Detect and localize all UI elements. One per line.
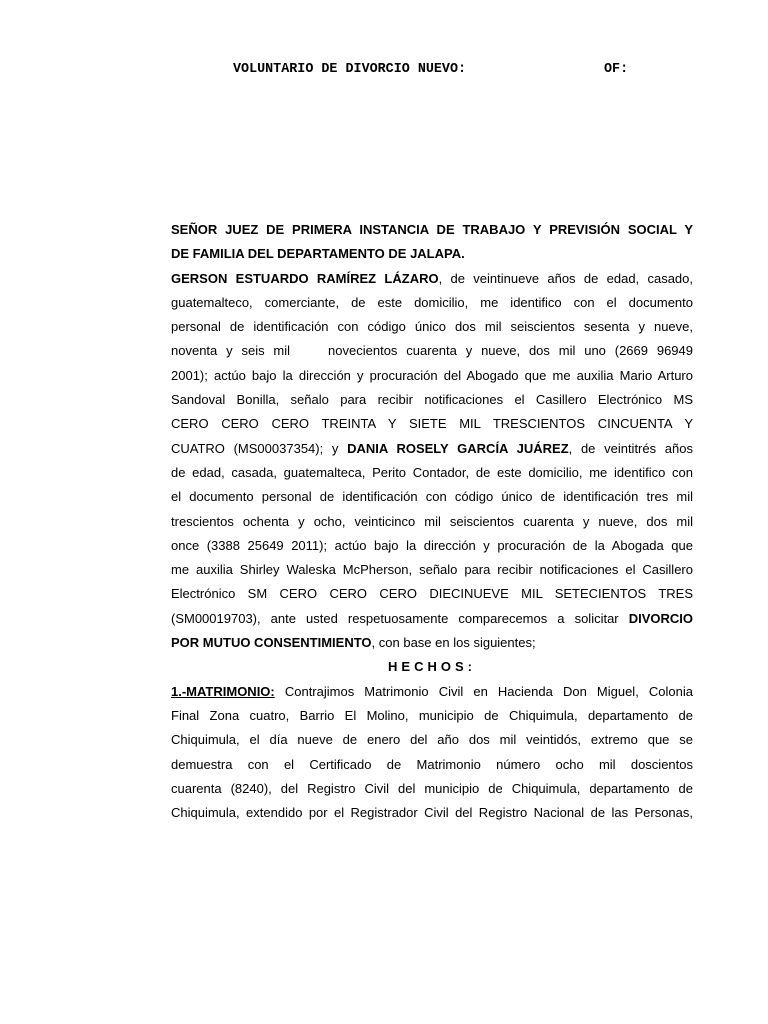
text-span: noventa y seis mil [171,343,291,359]
petition-line: guatemalteco, comerciante, de este domicilio, me identifico con el documento [171,294,693,310]
text-span: , de veintitrés años [568,440,693,456]
petition-line: personal de identificación con código único dos mil seiscientos sesenta y nueve, [171,319,693,335]
petitioner-name: GERSON ESTUARDO RAMÍREZ LÁZARO [171,270,439,286]
petition-line: CERO CERO CERO TREINTA Y SIETE MIL TRESCIENTOS CINCUENTA Y [171,416,693,432]
petition-line: trescientos ochenta y ocho, veinticinco mil seiscientos cuarenta y nueve, dos mil [171,513,693,529]
petition-line: Sandoval Bonilla, señalo para recibir notificaciones el Casillero Electrónico MS [171,392,693,408]
text-span: , con base en los siguientes; [371,635,536,651]
fact-line: cuarenta (8240), del Registro Civil del municipio de Chiquimula, departamento de [171,780,693,796]
text-span: , de veintinueve años de edad, casado, [438,270,693,286]
petition-line [171,437,693,461]
facts-heading: HECHOS: [388,659,476,675]
request-text: POR MUTUO CONSENTIMIENTO [171,635,372,651]
court-address-line: SEÑOR JUEZ DE PRIMERA INSTANCIA DE TRABAJO Y PREVISIÓN SOCIAL Y [171,222,693,237]
petition-line: Electrónico SM CERO CERO CERO DIECINUEVE MIL SETECIENTOS TRES [171,586,693,602]
request-text: DIVORCIO [628,610,693,626]
petition-line [171,267,693,291]
fact-line: Chiquimula, extendido por el Registrador Civil del Registro Nacional de las Personas, [171,805,693,821]
petition-line: 2001); actúo bajo la dirección y procuración del Abogado que me auxilia Mario Arturo [171,367,693,383]
text-span: novecientos cuarenta y nueve, dos mil uno (2669 96949 [328,343,693,359]
petition-line: once (3388 25649 2011); actúo bajo la dirección y procuración de la Abogada que [171,537,693,553]
case-number-label: OF: [604,62,629,77]
petition-line [171,607,693,631]
fact-line: Chiquimula, el día nueve de enero del año dos mil veintidós, extremo que se [171,732,693,748]
petition-line: el documento personal de identificación con código único de identificación tres mil [171,489,693,505]
case-title: VOLUNTARIO DE DIVORCIO NUEVO: [233,62,467,77]
fact-label: 1.-MATRIMONIO: [171,683,275,699]
fact-line: Final Zona cuatro, Barrio El Molino, municipio de Chiquimula, departamento de [171,707,693,723]
text-span: Contrajimos Matrimonio Civil en Hacienda Don Miguel, Colonia [274,683,693,699]
court-address-line: DE FAMILIA DEL DEPARTAMENTO DE JALAPA. [171,246,465,262]
fact-line: demuestra con el Certificado de Matrimonio número ocho mil doscientos [171,756,693,772]
petition-line [171,339,693,363]
petition-line: me auxilia Shirley Waleska McPherson, señalo para recibir notificaciones el Casillero [171,562,693,578]
document-body [171,218,693,825]
petitioner-name: DANIA ROSELY GARCÍA JUÁREZ [347,440,569,456]
petition-line [171,631,693,655]
text-span: CUATRO (MS00037354); y [171,440,348,456]
case-header [0,61,768,79]
petition-line: de edad, casada, guatemalteca, Perito Contador, de este domicilio, me identifico con [171,464,693,480]
text-span: (SM00019703), ante usted respetuosamente comparecemos a solicitar [171,610,629,626]
fact-line [171,680,693,704]
